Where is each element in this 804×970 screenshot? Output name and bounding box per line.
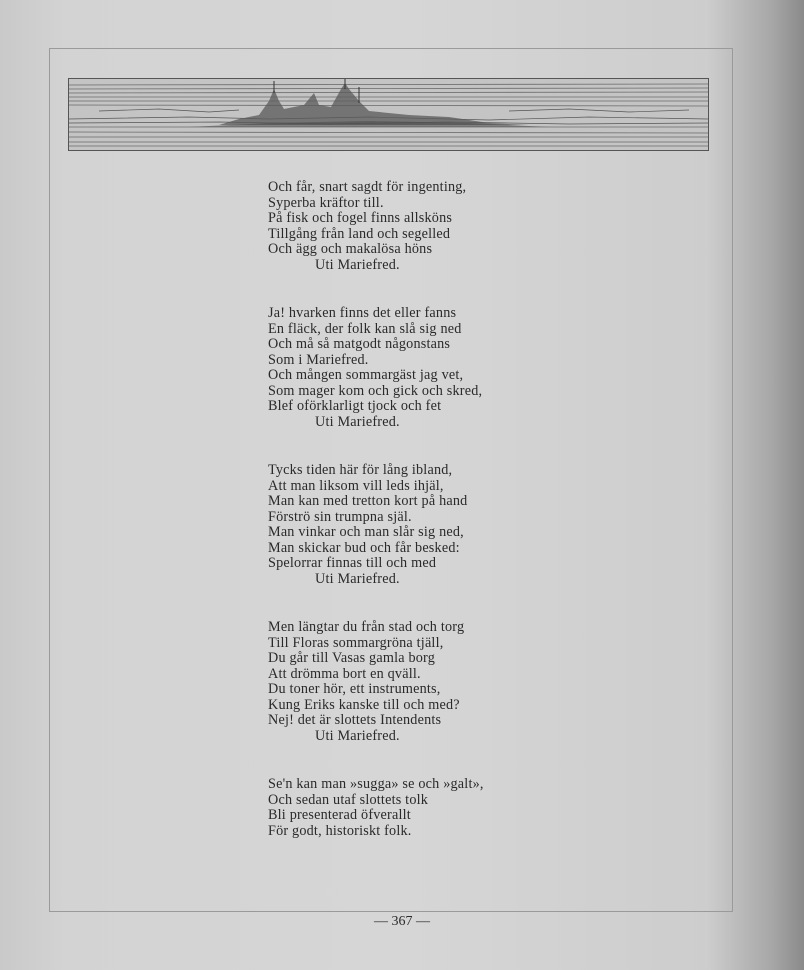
stanza-2 — [268, 306, 568, 430]
poem-line: Som i Mariefred. — [268, 351, 369, 368]
poem-line: Du går till Vasas gamla borg — [268, 650, 436, 666]
poem — [268, 180, 568, 872]
poem-line: Ja! hvarken finns det eller fanns — [268, 305, 457, 321]
poem-line: Att drömma bort en qväll. — [268, 665, 421, 682]
poem-line: En fläck, der folk kan slå sig ned — [268, 320, 462, 337]
poem-line: Spelorrar finnas till och med — [268, 555, 437, 571]
poem-line: Till Floras sommargröna tjäll, — [268, 634, 444, 651]
poem-line: Du toner hör, ett instruments, — [268, 681, 441, 697]
poem-line: Blef oförklarligt tjock och fet — [268, 398, 442, 414]
poem-line: Och får, snart sagdt för ingenting, — [268, 179, 467, 195]
poem-line: Bli presenterad öfverallt — [268, 807, 411, 823]
stanza-1 — [268, 180, 568, 273]
poem-line: Och sedan utaf slottets tolk — [268, 791, 429, 808]
page-number: — 367 — — [374, 914, 430, 929]
poem-line: Nej! det är slottets Intendents — [268, 712, 442, 728]
poem-line: På fisk och fogel finns allsköns — [268, 210, 453, 226]
refrain-line: Uti Mariefred. — [315, 413, 400, 430]
poem-line: Se'n kan man »sugga» se och »galt», — [268, 776, 484, 792]
poem-line: Och mången sommargäst jag vet, — [268, 367, 464, 383]
poem-line: Som mager kom och gick och skred, — [268, 382, 483, 399]
poem-line: Och ägg och makalösa höns — [268, 241, 433, 257]
stanza-5 — [268, 777, 568, 839]
poem-line: Man vinkar och man slår sig ned, — [268, 524, 464, 540]
poem-line: Förströ sin trumpna själ. — [268, 508, 412, 525]
refrain-line: Uti Mariefred. — [315, 727, 400, 744]
poem-line: Man skickar bud och får besked: — [268, 539, 460, 556]
stanza-3 — [268, 463, 568, 587]
poem-line: Kung Eriks kanske till och med? — [268, 696, 460, 713]
poem-line: Syperba kräftor till. — [268, 194, 384, 211]
poem-line: Tycks tiden här för lång ibland, — [268, 462, 453, 478]
poem-line: För godt, historiskt folk. — [268, 822, 412, 839]
poem-line: Att man liksom vill leds ihjäl, — [268, 477, 444, 494]
refrain-line: Uti Mariefred. — [315, 256, 400, 273]
poem-line: Man kan med tretton kort på hand — [268, 493, 468, 509]
poem-line: Men längtar du från stad och torg — [268, 619, 465, 635]
stanza-4 — [268, 620, 568, 744]
refrain-line: Uti Mariefred. — [315, 570, 400, 587]
poem-line: Tillgång från land och segelled — [268, 225, 451, 242]
castle-engraving — [68, 78, 709, 151]
poem-line: Och må så matgodt någonstans — [268, 336, 451, 352]
